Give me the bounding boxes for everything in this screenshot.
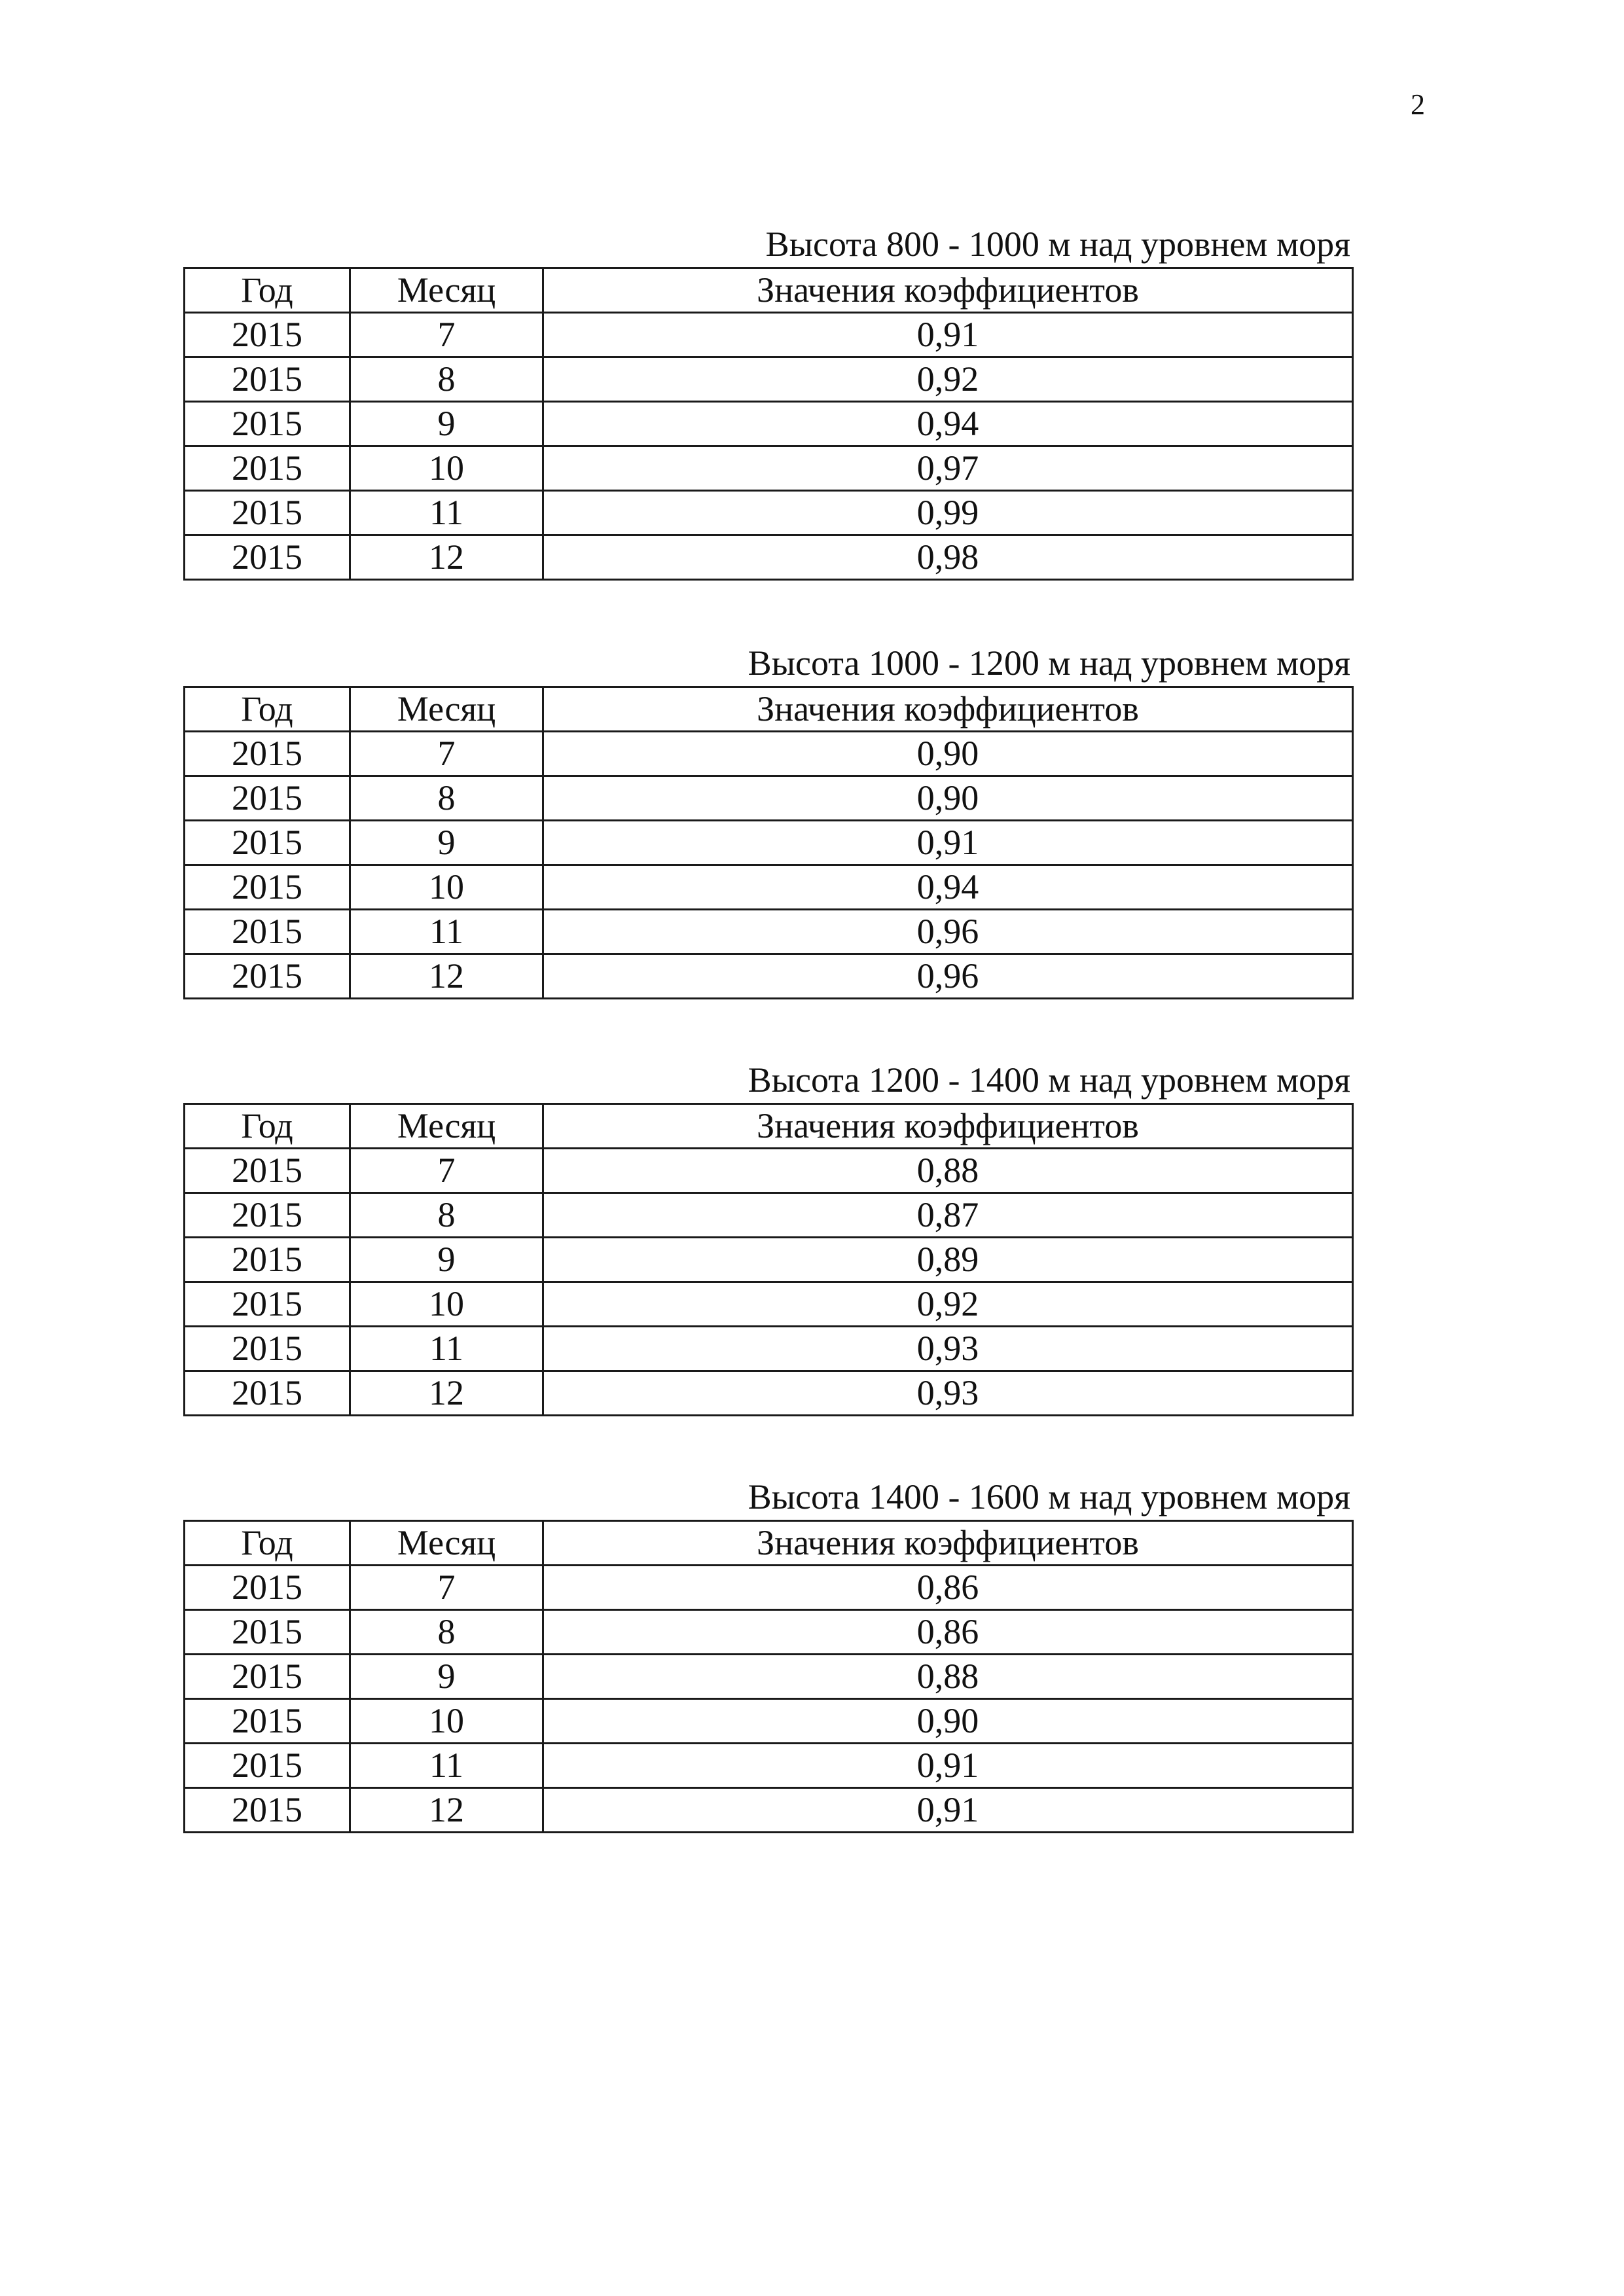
coefficients-table: [183, 1520, 1354, 1833]
altitude-section-1000-1200: [183, 640, 1352, 999]
cell-month: 8: [350, 1610, 543, 1655]
table-row: [185, 865, 1353, 910]
cell-year: 2015: [185, 535, 350, 580]
cell-year: 2015: [185, 954, 350, 999]
cell-month: 11: [350, 1327, 543, 1371]
table-row: [185, 1655, 1353, 1699]
cell-year: 2015: [185, 491, 350, 535]
column-header-month: Месяц: [350, 687, 543, 732]
table-row: [185, 1371, 1353, 1416]
column-header-month: Месяц: [350, 1104, 543, 1149]
cell-year: 2015: [185, 1788, 350, 1833]
table-row: [185, 954, 1353, 999]
cell-value: 0,88: [543, 1655, 1353, 1699]
cell-month: 12: [350, 954, 543, 999]
table-row: [185, 910, 1353, 954]
column-header-value: Значения коэффициентов: [543, 1521, 1353, 1566]
column-header-value: Значения коэффициентов: [543, 1104, 1353, 1149]
cell-year: 2015: [185, 1699, 350, 1744]
cell-month: 10: [350, 865, 543, 910]
table-header-row: [185, 1104, 1353, 1149]
cell-month: 10: [350, 446, 543, 491]
cell-value: 0,91: [543, 1788, 1353, 1833]
column-header-month: Месяц: [350, 268, 543, 313]
cell-value: 0,99: [543, 491, 1353, 535]
page-number: 2: [1411, 88, 1425, 120]
cell-year: 2015: [185, 732, 350, 776]
table-row: [185, 1788, 1353, 1833]
section-title: Высота 1400 - 1600 м над уровнем моря: [748, 1477, 1350, 1516]
cell-value: 0,90: [543, 1699, 1353, 1744]
table-row: [185, 776, 1353, 821]
column-header-value: Значения коэффициентов: [543, 268, 1353, 313]
cell-month: 12: [350, 1371, 543, 1416]
coefficients-table: [183, 1103, 1354, 1416]
table-row: [185, 1193, 1353, 1238]
cell-value: 0,93: [543, 1327, 1353, 1371]
cell-value: 0,94: [543, 402, 1353, 446]
cell-value: 0,90: [543, 776, 1353, 821]
coefficients-table: [183, 686, 1354, 999]
cell-value: 0,91: [543, 1744, 1353, 1788]
table-row: [185, 732, 1353, 776]
altitude-section-800-1000: [183, 221, 1352, 581]
cell-year: 2015: [185, 1744, 350, 1788]
cell-year: 2015: [185, 821, 350, 865]
table-header-row: [185, 1521, 1353, 1566]
cell-month: 11: [350, 1744, 543, 1788]
cell-value: 0,98: [543, 535, 1353, 580]
cell-month: 7: [350, 313, 543, 357]
cell-year: 2015: [185, 1327, 350, 1371]
table-row: [185, 1282, 1353, 1327]
cell-value: 0,96: [543, 954, 1353, 999]
cell-month: 7: [350, 732, 543, 776]
altitude-section-1400-1600: [183, 1474, 1352, 1833]
cell-year: 2015: [185, 1193, 350, 1238]
cell-month: 9: [350, 1655, 543, 1699]
column-header-month: Месяц: [350, 1521, 543, 1566]
cell-month: 11: [350, 910, 543, 954]
cell-month: 9: [350, 1238, 543, 1282]
cell-month: 12: [350, 1788, 543, 1833]
cell-year: 2015: [185, 1610, 350, 1655]
cell-month: 8: [350, 357, 543, 402]
cell-value: 0,86: [543, 1610, 1353, 1655]
cell-year: 2015: [185, 1371, 350, 1416]
cell-month: 7: [350, 1149, 543, 1193]
cell-year: 2015: [185, 910, 350, 954]
cell-year: 2015: [185, 402, 350, 446]
cell-value: 0,89: [543, 1238, 1353, 1282]
cell-month: 10: [350, 1699, 543, 1744]
column-header-year: Год: [185, 1104, 350, 1149]
cell-month: 11: [350, 491, 543, 535]
cell-year: 2015: [185, 865, 350, 910]
cell-month: 8: [350, 1193, 543, 1238]
cell-month: 9: [350, 821, 543, 865]
column-header-year: Год: [185, 268, 350, 313]
table-row: [185, 402, 1353, 446]
table-row: [185, 446, 1353, 491]
cell-value: 0,87: [543, 1193, 1353, 1238]
table-row: [185, 357, 1353, 402]
table-header-row: [185, 268, 1353, 313]
cell-value: 0,86: [543, 1566, 1353, 1610]
table-row: [185, 1327, 1353, 1371]
cell-month: 9: [350, 402, 543, 446]
cell-month: 8: [350, 776, 543, 821]
cell-value: 0,88: [543, 1149, 1353, 1193]
cell-year: 2015: [185, 313, 350, 357]
table-row: [185, 1744, 1353, 1788]
column-header-year: Год: [185, 687, 350, 732]
cell-year: 2015: [185, 1149, 350, 1193]
cell-value: 0,90: [543, 732, 1353, 776]
cell-value: 0,96: [543, 910, 1353, 954]
cell-value: 0,92: [543, 1282, 1353, 1327]
cell-month: 7: [350, 1566, 543, 1610]
table-row: [185, 1610, 1353, 1655]
cell-year: 2015: [185, 1566, 350, 1610]
section-title: Высота 1000 - 1200 м над уровнем моря: [748, 643, 1350, 683]
table-row: [185, 491, 1353, 535]
cell-value: 0,92: [543, 357, 1353, 402]
table-row: [185, 821, 1353, 865]
section-title: Высота 800 - 1000 м над уровнем моря: [765, 224, 1350, 264]
section-title: Высота 1200 - 1400 м над уровнем моря: [748, 1060, 1350, 1100]
cell-year: 2015: [185, 1655, 350, 1699]
cell-year: 2015: [185, 776, 350, 821]
cell-year: 2015: [185, 446, 350, 491]
table-header-row: [185, 687, 1353, 732]
cell-value: 0,91: [543, 821, 1353, 865]
altitude-section-1200-1400: [183, 1057, 1352, 1416]
table-row: [185, 1699, 1353, 1744]
table-row: [185, 535, 1353, 580]
cell-month: 10: [350, 1282, 543, 1327]
cell-value: 0,94: [543, 865, 1353, 910]
column-header-year: Год: [185, 1521, 350, 1566]
table-row: [185, 313, 1353, 357]
cell-month: 12: [350, 535, 543, 580]
cell-year: 2015: [185, 1282, 350, 1327]
table-row: [185, 1238, 1353, 1282]
table-row: [185, 1149, 1353, 1193]
cell-value: 0,93: [543, 1371, 1353, 1416]
cell-year: 2015: [185, 357, 350, 402]
coefficients-table: [183, 267, 1354, 581]
cell-value: 0,97: [543, 446, 1353, 491]
column-header-value: Значения коэффициентов: [543, 687, 1353, 732]
cell-year: 2015: [185, 1238, 350, 1282]
table-row: [185, 1566, 1353, 1610]
cell-value: 0,91: [543, 313, 1353, 357]
